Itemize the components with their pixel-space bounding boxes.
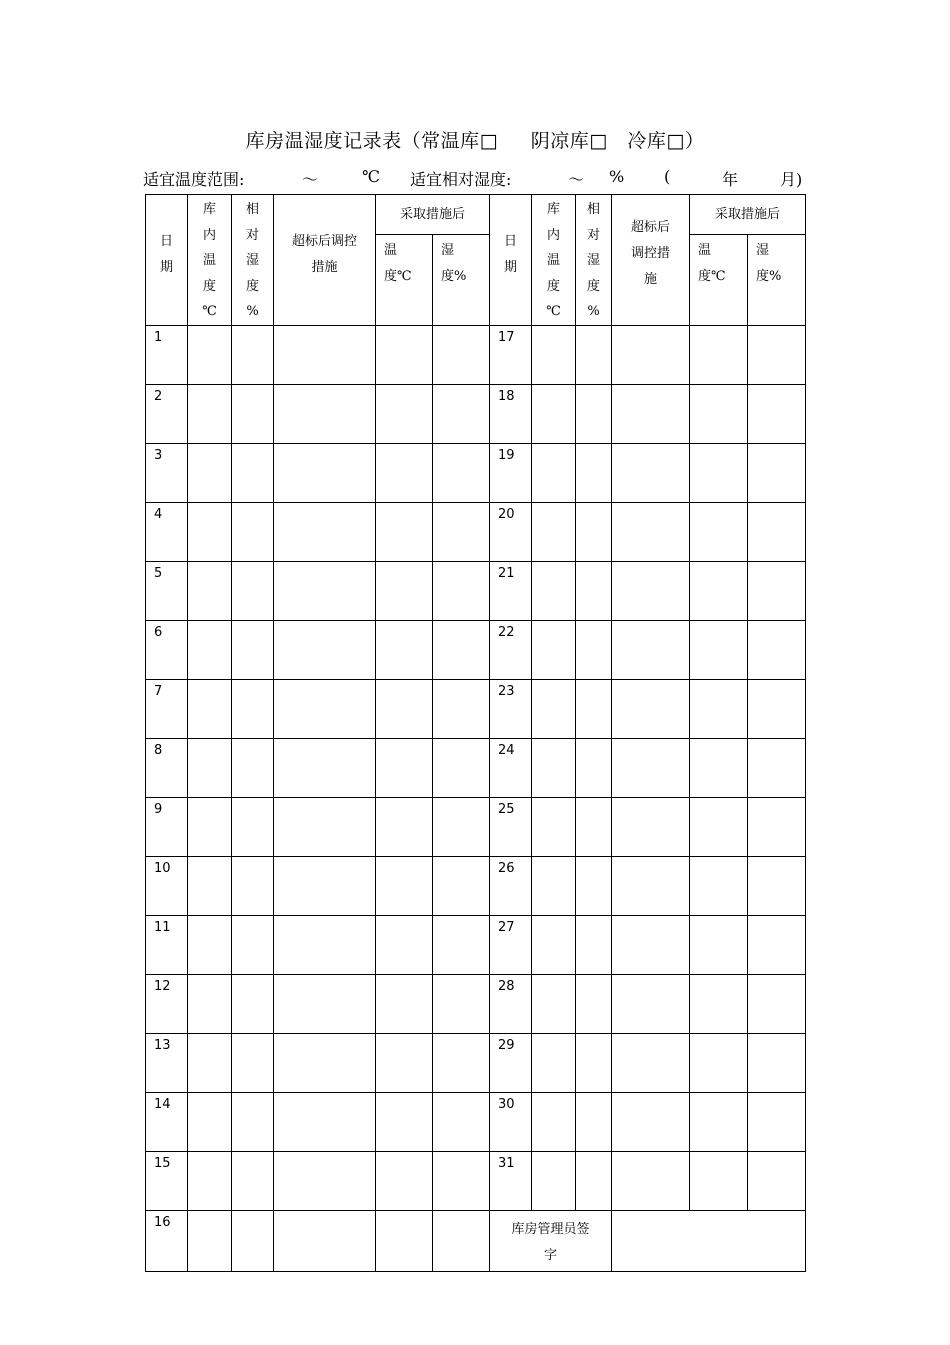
header-rel-humidity-right [576, 195, 612, 326]
measures-cell[interactable] [612, 502, 690, 561]
measures-cell[interactable] [274, 561, 376, 620]
measures-cell[interactable] [274, 620, 376, 679]
rel-humidity-cell[interactable] [576, 974, 612, 1033]
day-number-left: 9 [146, 797, 188, 856]
temp-after-cell[interactable] [690, 325, 748, 384]
header-humidity-after-left [433, 234, 490, 325]
temp-after-cell[interactable] [376, 620, 433, 679]
table-row [146, 1210, 806, 1271]
measures-cell[interactable] [274, 797, 376, 856]
inner-temp-cell[interactable] [532, 1151, 576, 1210]
humidity-range-tilde: ～ [568, 170, 585, 189]
measures-cell[interactable] [612, 561, 690, 620]
measures-cell[interactable] [274, 1151, 376, 1210]
table-row [146, 1033, 806, 1092]
inner-temp-cell[interactable] [188, 443, 232, 502]
day-number-right: 22 [490, 620, 532, 679]
humidity-unit: % [609, 167, 625, 186]
inner-temp-cell[interactable] [532, 1033, 576, 1092]
table-row [146, 325, 806, 384]
humidity-after-cell[interactable] [748, 679, 806, 738]
temp-after-cell[interactable] [376, 1092, 433, 1151]
humidity-after-cell[interactable] [433, 325, 490, 384]
table-row [146, 974, 806, 1033]
header-rel-humidity-left [232, 195, 274, 326]
rel-humidity-cell[interactable] [576, 561, 612, 620]
day-number-left: 12 [146, 974, 188, 1033]
day-number-right: 26 [490, 856, 532, 915]
header-text: 温 度℃ [384, 242, 412, 284]
humidity-after-cell[interactable] [748, 561, 806, 620]
rel-humidity-cell[interactable] [576, 620, 612, 679]
measures-cell[interactable] [274, 1092, 376, 1151]
measures-cell[interactable] [612, 915, 690, 974]
rel-humidity-cell[interactable] [576, 384, 612, 443]
table-row [146, 1092, 806, 1151]
temp-after-cell[interactable] [690, 679, 748, 738]
inner-temp-cell[interactable] [188, 620, 232, 679]
page-title: 库房温湿度记录表（常温库□ 阴凉库□ 冷库□） [245, 130, 705, 152]
header-temp-after-right [690, 234, 748, 325]
humidity-after-cell[interactable] [748, 1092, 806, 1151]
month-label: 月) [780, 170, 803, 189]
inner-temp-cell[interactable] [188, 561, 232, 620]
humidity-after-cell[interactable] [433, 1092, 490, 1151]
day-number-left: 6 [146, 620, 188, 679]
header-text: 库 内 温 度 ℃ [546, 202, 561, 319]
humidity-after-cell[interactable] [433, 974, 490, 1033]
temp-after-cell[interactable] [376, 384, 433, 443]
measures-cell[interactable] [274, 679, 376, 738]
measures-cell[interactable] [612, 384, 690, 443]
rel-humidity-cell[interactable] [232, 738, 274, 797]
inner-temp-cell[interactable] [188, 502, 232, 561]
header-after-measures-left: 采取措施后 [376, 195, 490, 235]
rel-humidity-cell[interactable] [232, 1033, 274, 1092]
rel-humidity-cell[interactable] [232, 797, 274, 856]
day-number-right: 20 [490, 502, 532, 561]
temp-after-cell[interactable] [690, 738, 748, 797]
inner-temp-cell[interactable] [188, 856, 232, 915]
measures-cell[interactable] [612, 974, 690, 1033]
humidity-after-cell[interactable] [433, 1151, 490, 1210]
day-number-left: 3 [146, 443, 188, 502]
measures-cell[interactable] [274, 384, 376, 443]
header-temp-after-left [376, 234, 433, 325]
day-number-right: 31 [490, 1151, 532, 1210]
humidity-after-cell[interactable] [748, 443, 806, 502]
temp-after-cell[interactable] [690, 443, 748, 502]
temp-unit: ℃ [362, 167, 380, 186]
temp-after-cell[interactable] [690, 1033, 748, 1092]
measures-cell[interactable] [612, 1151, 690, 1210]
temp-after-cell[interactable] [376, 679, 433, 738]
header-text: 库 内 温 度 ℃ [202, 202, 217, 319]
rel-humidity-cell[interactable] [576, 797, 612, 856]
inner-temp-cell[interactable] [188, 1151, 232, 1210]
humidity-after-cell[interactable] [433, 443, 490, 502]
rel-humidity-cell[interactable] [232, 1210, 274, 1271]
humidity-after-cell[interactable] [433, 561, 490, 620]
humidity-after-cell[interactable] [748, 738, 806, 797]
temp-after-cell[interactable] [376, 1151, 433, 1210]
humidity-after-cell[interactable] [748, 620, 806, 679]
day-number-left: 10 [146, 856, 188, 915]
header-text: 超标后 调控措 施 [631, 220, 671, 287]
humidity-after-cell[interactable] [433, 679, 490, 738]
rel-humidity-cell[interactable] [576, 443, 612, 502]
rel-humidity-cell[interactable] [576, 856, 612, 915]
rel-humidity-cell[interactable] [576, 679, 612, 738]
day-number-left: 2 [146, 384, 188, 443]
inner-temp-cell[interactable] [532, 1092, 576, 1151]
rel-humidity-cell[interactable] [232, 915, 274, 974]
header-text: 湿 度% [441, 242, 467, 284]
humidity-after-cell[interactable] [433, 797, 490, 856]
record-table [145, 194, 806, 1272]
humidity-after-cell[interactable] [433, 384, 490, 443]
humidity-after-cell[interactable] [433, 1033, 490, 1092]
header-text: 湿 度% [756, 242, 782, 284]
measures-cell[interactable] [612, 1033, 690, 1092]
humidity-after-cell[interactable] [748, 1151, 806, 1210]
temp-after-cell[interactable] [690, 561, 748, 620]
humidity-after-cell[interactable] [748, 856, 806, 915]
day-number-right: 23 [490, 679, 532, 738]
day-number-left: 13 [146, 1033, 188, 1092]
header-text: 相 对 湿 度 % [587, 202, 601, 319]
humidity-after-cell[interactable] [433, 502, 490, 561]
inner-temp-cell[interactable] [188, 797, 232, 856]
day-number-right: 28 [490, 974, 532, 1033]
signature-label: 库房管理员签 字 [490, 1210, 612, 1271]
table-row [146, 561, 806, 620]
signature-field[interactable] [612, 1210, 806, 1271]
rel-humidity-cell[interactable] [576, 915, 612, 974]
day-number-right: 19 [490, 443, 532, 502]
temp-after-cell[interactable] [376, 797, 433, 856]
rel-humidity-cell[interactable] [576, 738, 612, 797]
measures-cell[interactable] [612, 856, 690, 915]
humidity-after-cell[interactable] [433, 1210, 490, 1271]
temp-after-cell[interactable] [690, 502, 748, 561]
rel-humidity-cell[interactable] [576, 325, 612, 384]
temp-after-cell[interactable] [690, 856, 748, 915]
humidity-after-cell[interactable] [748, 325, 806, 384]
temp-after-cell[interactable] [690, 1092, 748, 1151]
day-number-left: 15 [146, 1151, 188, 1210]
measures-cell[interactable] [274, 502, 376, 561]
temp-after-cell[interactable] [376, 738, 433, 797]
inner-temp-cell[interactable] [532, 443, 576, 502]
header-text: 温 度℃ [698, 242, 726, 284]
inner-temp-cell[interactable] [532, 915, 576, 974]
rel-humidity-cell[interactable] [232, 443, 274, 502]
inner-temp-cell[interactable] [188, 974, 232, 1033]
rel-humidity-cell[interactable] [576, 1151, 612, 1210]
inner-temp-cell[interactable] [188, 679, 232, 738]
header-after-measures-right: 采取措施后 [690, 195, 806, 235]
humidity-after-cell[interactable] [748, 384, 806, 443]
table-row [146, 738, 806, 797]
measures-cell[interactable] [274, 325, 376, 384]
temp-after-cell[interactable] [376, 502, 433, 561]
measures-cell[interactable] [612, 443, 690, 502]
humidity-range-label: 适宜相对湿度: [410, 170, 512, 189]
temp-after-cell[interactable] [376, 974, 433, 1033]
inner-temp-cell[interactable] [532, 325, 576, 384]
header-text: 相 对 湿 度 % [245, 202, 259, 319]
temp-after-cell[interactable] [376, 1033, 433, 1092]
inner-temp-cell[interactable] [532, 856, 576, 915]
temp-after-cell[interactable] [376, 1210, 433, 1271]
table-row [146, 856, 806, 915]
temp-after-cell[interactable] [376, 561, 433, 620]
inner-temp-cell[interactable] [188, 1033, 232, 1092]
day-number-right: 21 [490, 561, 532, 620]
measures-cell[interactable] [612, 679, 690, 738]
rel-humidity-cell[interactable] [576, 1092, 612, 1151]
subheader-line [0, 167, 950, 191]
header-text: 日 期 [159, 234, 173, 275]
table-row [146, 620, 806, 679]
temp-after-cell[interactable] [690, 1151, 748, 1210]
temp-range-tilde: ～ [302, 170, 319, 189]
header-exceed-measures-right [612, 195, 690, 326]
rel-humidity-cell[interactable] [232, 1151, 274, 1210]
rel-humidity-cell[interactable] [232, 679, 274, 738]
inner-temp-cell[interactable] [188, 915, 232, 974]
humidity-after-cell[interactable] [748, 915, 806, 974]
temp-after-cell[interactable] [376, 325, 433, 384]
humidity-after-cell[interactable] [433, 856, 490, 915]
inner-temp-cell[interactable] [532, 502, 576, 561]
rel-humidity-cell[interactable] [232, 561, 274, 620]
header-row-1 [146, 195, 806, 235]
inner-temp-cell[interactable] [188, 384, 232, 443]
measures-cell[interactable] [612, 797, 690, 856]
temp-after-cell[interactable] [690, 797, 748, 856]
day-number-right: 24 [490, 738, 532, 797]
humidity-after-cell[interactable] [748, 502, 806, 561]
inner-temp-cell[interactable] [532, 561, 576, 620]
header-date-left [146, 195, 188, 326]
year-label: 年 [722, 170, 739, 189]
day-number-left: 16 [146, 1210, 188, 1271]
header-exceed-measures-left [274, 195, 376, 326]
rel-humidity-cell[interactable] [232, 974, 274, 1033]
inner-temp-cell[interactable] [532, 797, 576, 856]
temp-after-cell[interactable] [690, 620, 748, 679]
inner-temp-cell[interactable] [188, 1210, 232, 1271]
table-row [146, 797, 806, 856]
measures-cell[interactable] [274, 915, 376, 974]
header-humidity-after-right [748, 234, 806, 325]
table-row [146, 502, 806, 561]
humidity-after-cell[interactable] [748, 797, 806, 856]
rel-humidity-cell[interactable] [232, 1092, 274, 1151]
day-number-left: 4 [146, 502, 188, 561]
inner-temp-cell[interactable] [188, 738, 232, 797]
inner-temp-cell[interactable] [532, 384, 576, 443]
rel-humidity-cell[interactable] [576, 502, 612, 561]
table-row [146, 1151, 806, 1210]
humidity-after-cell[interactable] [433, 738, 490, 797]
table-row [146, 384, 806, 443]
inner-temp-cell[interactable] [532, 620, 576, 679]
day-number-right: 17 [490, 325, 532, 384]
inner-temp-cell[interactable] [188, 325, 232, 384]
temp-after-cell[interactable] [690, 915, 748, 974]
measures-cell[interactable] [612, 325, 690, 384]
table-row [146, 443, 806, 502]
rel-humidity-cell[interactable] [232, 620, 274, 679]
rel-humidity-cell[interactable] [232, 325, 274, 384]
rel-humidity-cell[interactable] [232, 856, 274, 915]
day-number-right: 29 [490, 1033, 532, 1092]
measures-cell[interactable] [274, 738, 376, 797]
day-number-left: 11 [146, 915, 188, 974]
rel-humidity-cell[interactable] [576, 1033, 612, 1092]
temp-after-cell[interactable] [690, 384, 748, 443]
day-number-right: 25 [490, 797, 532, 856]
measures-cell[interactable] [612, 738, 690, 797]
rel-humidity-cell[interactable] [232, 384, 274, 443]
day-number-left: 1 [146, 325, 188, 384]
day-number-left: 14 [146, 1092, 188, 1151]
inner-temp-cell[interactable] [532, 679, 576, 738]
header-date-right [490, 195, 532, 326]
temp-after-cell[interactable] [376, 443, 433, 502]
day-number-right: 18 [490, 384, 532, 443]
rel-humidity-cell[interactable] [232, 502, 274, 561]
measures-cell[interactable] [274, 856, 376, 915]
table-row [146, 915, 806, 974]
inner-temp-cell[interactable] [188, 1092, 232, 1151]
header-text: 日 期 [504, 234, 518, 275]
inner-temp-cell[interactable] [532, 974, 576, 1033]
temp-after-cell[interactable] [690, 974, 748, 1033]
day-number-left: 7 [146, 679, 188, 738]
measures-cell[interactable] [274, 974, 376, 1033]
day-number-right: 27 [490, 915, 532, 974]
day-number-left: 5 [146, 561, 188, 620]
temp-range-label: 适宜温度范围: [143, 170, 245, 189]
humidity-after-cell[interactable] [748, 974, 806, 1033]
humidity-after-cell[interactable] [433, 915, 490, 974]
inner-temp-cell[interactable] [532, 738, 576, 797]
open-paren: ( [664, 167, 671, 186]
temp-after-cell[interactable] [376, 915, 433, 974]
humidity-after-cell[interactable] [433, 620, 490, 679]
header-inner-temp-right [532, 195, 576, 326]
header-text: 超标后调控 措施 [291, 234, 357, 275]
measures-cell[interactable] [274, 1210, 376, 1271]
table-row [146, 679, 806, 738]
day-number-left: 8 [146, 738, 188, 797]
temp-after-cell[interactable] [376, 856, 433, 915]
day-number-right: 30 [490, 1092, 532, 1151]
header-inner-temp-left [188, 195, 232, 326]
humidity-after-cell[interactable] [748, 1033, 806, 1092]
measures-cell[interactable] [274, 443, 376, 502]
measures-cell[interactable] [274, 1033, 376, 1092]
measures-cell[interactable] [612, 1092, 690, 1151]
measures-cell[interactable] [612, 620, 690, 679]
